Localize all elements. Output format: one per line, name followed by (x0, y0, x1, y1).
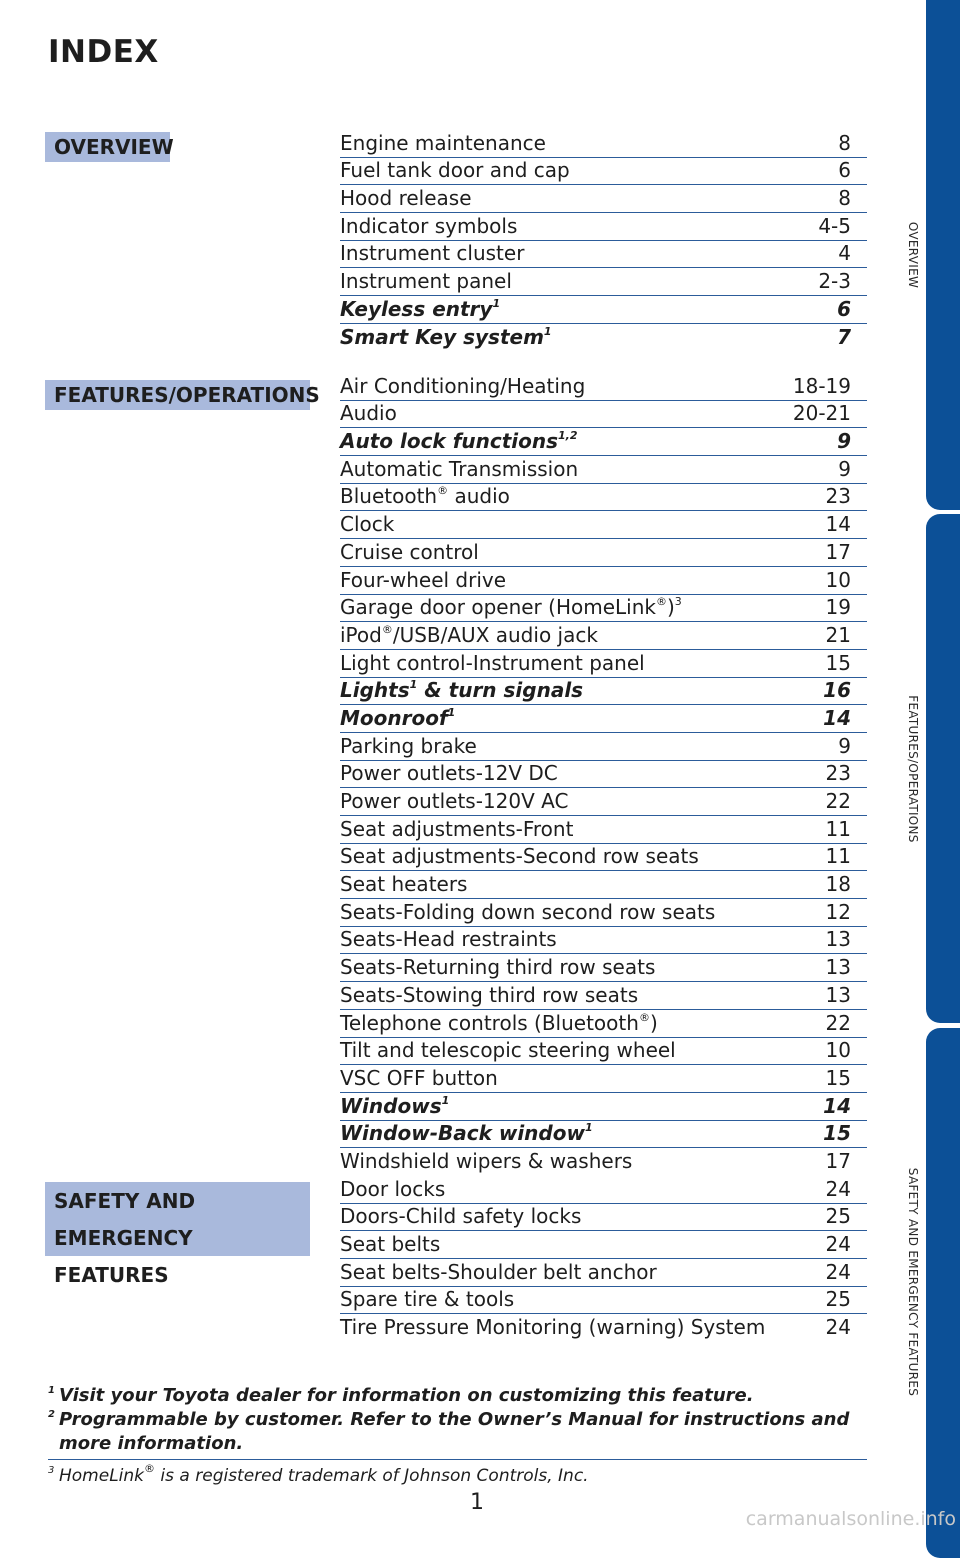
index-entry-title (340, 482, 510, 510)
category-features-operations: FEATURES/OPERATIONS (45, 380, 310, 410)
index-entry-text: Cruise control (340, 539, 479, 564)
footnote-1-marker: 1 (48, 1385, 55, 1396)
index-entry-title (340, 1258, 657, 1286)
index-entry-text: Clock (340, 512, 395, 537)
index-entry-text: Instrument panel (340, 269, 512, 294)
index-entry-text: Seat adjustments-Front (340, 816, 574, 841)
index-entry-title (340, 870, 467, 898)
index-entry-text: Seat belts (340, 1232, 441, 1257)
index-entry-text: Moonroof (340, 705, 448, 730)
index-entry-text: Light control-Instrument panel (340, 650, 645, 675)
index-entry-title (340, 593, 682, 621)
footnote-2 (48, 1408, 867, 1456)
index-entry-page: 6 (838, 158, 851, 183)
index-entry-title (340, 1036, 676, 1064)
index-entry-page: 11 (825, 844, 851, 869)
footnote-1-text: Visit your Toyota dealer for information on customizing this feature. (59, 1385, 754, 1406)
index-entry-text: Indicator symbols (340, 213, 518, 238)
index-entry-title (340, 815, 573, 843)
index-entry-superscript: ® (655, 595, 667, 609)
index-entry-title (340, 704, 455, 732)
index-entry-text: ) (649, 1010, 658, 1035)
index-entry-title (340, 510, 394, 538)
index-entry-title (340, 538, 479, 566)
index-entry-title (340, 981, 638, 1009)
footnote-3-marker: 3 (48, 1465, 55, 1476)
index-entry (340, 1093, 867, 1121)
index-entry (340, 1287, 867, 1315)
index-entry-page: 21 (825, 622, 851, 647)
index-entry-text: Seats-Returning third row seats (340, 955, 656, 980)
index-entry-text: Power outlets-12V DC (340, 761, 558, 786)
index-entry-text: Smart Key system (340, 324, 544, 349)
index-entry-text: iPod (340, 622, 382, 647)
index-entry-superscript: ® (638, 1010, 650, 1024)
index-entry (340, 733, 867, 761)
index-entry (340, 511, 867, 539)
category-safety-line2: EMERGENCY FEATURES (54, 1226, 193, 1287)
index-entry (340, 1038, 867, 1066)
index-entry-title (340, 1147, 632, 1175)
index-entry-text: Windows (340, 1093, 442, 1118)
index-entry-page: 15 (825, 650, 851, 675)
index-entry (340, 678, 867, 706)
index-entry-text: Instrument cluster (340, 241, 525, 266)
index-entry-title (340, 1119, 593, 1147)
index-entry (340, 1204, 867, 1232)
index-entry-title (340, 1064, 498, 1092)
index-entry-text: Seats-Head restraints (340, 927, 557, 952)
index-entry-page: 10 (825, 567, 851, 592)
index-entry-page: 4-5 (818, 213, 851, 238)
index-entry (340, 1148, 867, 1175)
index-entry-superscript: 1 (492, 296, 501, 310)
index-entry-title (340, 129, 546, 157)
index-entry (340, 213, 867, 241)
index-entry-page: 17 (825, 1148, 851, 1173)
index-entry-page: 22 (825, 1010, 851, 1035)
index-entry-page: 24 (825, 1259, 851, 1284)
index-entry-text: audio (448, 484, 510, 509)
index-entry-text: Door locks (340, 1176, 446, 1201)
index-entry (340, 428, 867, 456)
index-entry (340, 324, 867, 351)
index-entry-title (340, 953, 655, 981)
category-safety-line1: SAFETY AND (54, 1189, 196, 1213)
index-entry-title (340, 323, 552, 351)
index-entry-page: 23 (825, 761, 851, 786)
index-entry (340, 539, 867, 567)
index-entry (340, 705, 867, 733)
index-entry-title (340, 1175, 445, 1203)
index-entry-text: Doors-Child safety locks (340, 1204, 582, 1229)
side-label-features-operations: FEATURES/OPERATIONS (906, 695, 920, 843)
side-label-safety-emergency: SAFETY AND EMERGENCY FEATURES (906, 1167, 920, 1397)
index-entry (340, 158, 867, 186)
index-entry-page: 14 (825, 512, 851, 537)
index-entry-title (340, 1009, 658, 1037)
index-entry-superscript: 1,2 (558, 429, 578, 443)
index-entry-text: VSC OFF button (340, 1065, 498, 1090)
index-entry (340, 927, 867, 955)
index-entry (340, 1010, 867, 1038)
side-tab-safety-emergency[interactable] (926, 1028, 960, 1558)
index-entry-title (340, 184, 472, 212)
index-entry-page: 9 (838, 733, 851, 758)
index-entry-text: ) (666, 595, 675, 620)
index-entry (340, 899, 867, 927)
index-entry-page: 20-21 (792, 401, 851, 426)
footnote-3-sup: ® (144, 1462, 156, 1475)
index-entry-text: Seat adjustments-Second row seats (340, 844, 699, 869)
index-entry-title (340, 239, 524, 267)
index-entry-text: Keyless entry (340, 296, 493, 321)
index-entry-title (340, 455, 578, 483)
index-entry-text: Spare tire & tools (340, 1287, 515, 1312)
index-entry-page: 9 (837, 429, 851, 454)
watermark: carmanualsonline.info (745, 1508, 956, 1530)
index-entry (340, 954, 867, 982)
index-entry-superscript: 3 (674, 595, 682, 609)
index-entry-page: 17 (825, 539, 851, 564)
index-entry-text: Garage door opener (HomeLink (340, 595, 656, 620)
index-entry-title (340, 1202, 581, 1230)
index-entry (340, 130, 867, 158)
index-entry-superscript: ® (381, 622, 393, 636)
index-entry-text: Auto lock functions (340, 429, 559, 454)
index-entry-title (340, 925, 557, 953)
index-entry-page: 18 (825, 872, 851, 897)
page-title: INDEX (48, 34, 159, 70)
index-entry (340, 1176, 867, 1204)
index-entry (340, 844, 867, 872)
footnote-1 (48, 1384, 867, 1408)
index-entry-title (340, 1285, 514, 1313)
index-entry-text: Power outlets-120V AC (340, 789, 569, 813)
page-number: 1 (470, 1490, 484, 1515)
index-entry (340, 185, 867, 213)
index-entry-title (340, 787, 568, 815)
category-safety-emergency (45, 1182, 310, 1287)
index-entry-page: 25 (825, 1204, 851, 1229)
index-entry-title (340, 267, 512, 295)
index-entry-text: & turn signals (417, 678, 584, 703)
index-entry-superscript: ® (437, 484, 449, 498)
index-entry-title (340, 1313, 765, 1341)
index-entry-page: 2-3 (818, 269, 851, 294)
index-entry (340, 871, 867, 899)
index-entry-text: Seats-Stowing third row seats (340, 982, 639, 1007)
index-entry-page: 24 (825, 1315, 851, 1340)
index-entry (340, 268, 867, 296)
index-entry (340, 622, 867, 650)
index-entry-text: Four-wheel drive (340, 567, 507, 592)
index-entry (340, 373, 867, 401)
index-entry-page: 6 (837, 296, 851, 321)
index-entry (340, 241, 867, 269)
index-entry (340, 816, 867, 844)
index-entry-text: Seats-Folding down second row seats (340, 899, 716, 924)
index-entry (340, 567, 867, 595)
index-entry (340, 1259, 867, 1287)
index-entry-page: 13 (825, 927, 851, 952)
features-index-list (340, 373, 867, 1175)
index-entry-page: 22 (825, 789, 851, 813)
side-tab-features-operations[interactable] (926, 514, 960, 1023)
index-entry-text: Tilt and telescopic steering wheel (340, 1038, 676, 1063)
index-entry-text: Lights (340, 678, 410, 703)
index-entry-text: Automatic Transmission (340, 456, 579, 481)
index-entry-page: 9 (838, 456, 851, 481)
side-label-overview: OVERVIEW (906, 221, 920, 289)
footnote-2-text-cont: more information. (59, 1433, 244, 1454)
index-entry-text: Tire Pressure Monitoring (warning) System (340, 1315, 766, 1340)
footnote-2-marker: 2 (48, 1409, 55, 1420)
index-entry-title (340, 759, 558, 787)
index-entry-page: 13 (825, 955, 851, 980)
index-entry-title (340, 295, 500, 323)
index-entry-page: 12 (825, 899, 851, 924)
index-entry-title (340, 1230, 440, 1258)
index-entry-superscript: 1 (441, 1093, 450, 1107)
index-entry-page: 13 (825, 982, 851, 1007)
index-entry (340, 650, 867, 678)
index-entry (340, 595, 867, 623)
index-entry-page: 15 (825, 1065, 851, 1090)
index-entry-text: Telephone controls (Bluetooth (340, 1010, 639, 1035)
footnote-3-text-cont: is a registered trademark of Johnson Controls, Inc. (155, 1466, 589, 1486)
index-entry (340, 1314, 867, 1341)
footnote-3 (48, 1464, 867, 1488)
index-entry-text: Fuel tank door and cap (340, 158, 570, 183)
index-entry-page: 14 (823, 1093, 851, 1118)
index-entry-text: Air Conditioning/Heating (340, 373, 586, 398)
index-entry-superscript: 1 (543, 324, 552, 338)
index-entry-page: 4 (838, 241, 851, 266)
index-entry-text: Window-Back window (340, 1121, 585, 1146)
index-entry (340, 484, 867, 512)
category-overview: OVERVIEW (45, 132, 170, 162)
index-entry-page: 8 (838, 186, 851, 211)
index-entry-page: 18-19 (792, 373, 851, 398)
index-entry (340, 456, 867, 484)
index-entry-title (340, 842, 699, 870)
index-entry-title (340, 1092, 449, 1120)
index-entry-title (340, 372, 585, 400)
index-entry-page: 19 (825, 595, 851, 620)
index-entry-superscript: 1 (584, 1121, 593, 1135)
index-entry (340, 788, 867, 816)
index-entry-text: Bluetooth (340, 484, 438, 509)
index-entry-text: /USB/AUX audio jack (392, 622, 598, 647)
index-entry-page: 10 (825, 1038, 851, 1063)
index-entry-title (340, 399, 397, 427)
index-entry (340, 401, 867, 429)
index-entry-title (340, 898, 715, 926)
footnote-3-text: HomeLink (59, 1466, 145, 1486)
footnote-divider (48, 1459, 867, 1460)
index-entry-page: 24 (825, 1232, 851, 1257)
index-entry-text: Seat heaters (340, 872, 468, 897)
overview-index-list (340, 130, 867, 351)
index-entry (340, 1231, 867, 1259)
index-entry-text: Windshield wipers & washers (340, 1148, 633, 1173)
index-entry-page: 14 (823, 705, 851, 730)
index-entry-text: Hood release (340, 186, 472, 211)
side-tab-overview[interactable] (926, 0, 960, 510)
index-entry-title (340, 566, 506, 594)
index-entry-title (340, 676, 583, 704)
index-entry-title (340, 621, 598, 649)
index-entry (340, 1121, 867, 1149)
index-entry-page: 25 (825, 1287, 851, 1312)
index-entry-superscript: 1 (409, 678, 418, 692)
index-entry-text: Engine maintenance (340, 130, 546, 155)
index-entry-text: Parking brake (340, 733, 477, 758)
index-entry (340, 761, 867, 789)
index-entry-text: Seat belts-Shoulder belt anchor (340, 1259, 657, 1284)
index-entry-page: 16 (823, 678, 851, 703)
index-entry-title (340, 732, 477, 760)
index-entry-page: 23 (825, 484, 851, 509)
index-entry-page: 11 (825, 816, 851, 841)
index-entry-page: 7 (837, 324, 851, 349)
index-entry-text: Audio (340, 401, 397, 426)
index-entry-title (340, 212, 517, 240)
safety-index-list (340, 1176, 867, 1341)
index-entry-superscript: 1 (447, 705, 456, 719)
index-entry-title (340, 649, 645, 677)
index-entry (340, 296, 867, 324)
footnotes (48, 1384, 867, 1488)
index-entry-page: 8 (838, 130, 851, 155)
footnote-2-text: Programmable by customer. Refer to the Owner’s Manual for instructions and (59, 1409, 850, 1430)
index-entry-title (340, 156, 570, 184)
index-entry-title (340, 427, 578, 455)
index-entry-page: 15 (823, 1121, 851, 1146)
index-entry (340, 1065, 867, 1093)
index-entry-page: 24 (825, 1176, 851, 1201)
index-entry (340, 982, 867, 1010)
